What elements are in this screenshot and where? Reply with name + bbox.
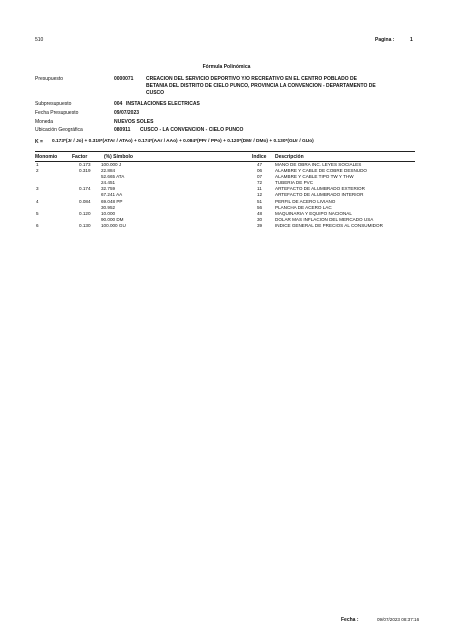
- table-cell-pct-simbolo: 52.665 ATA: [101, 174, 125, 180]
- table-header-top-rule: [35, 151, 415, 152]
- col-header-monomio: Monomio: [35, 154, 58, 160]
- table-cell-monomio: 5: [36, 210, 39, 216]
- col-indice: [257, 162, 262, 229]
- table-cell-descripcion: ALAMBRE Y CABLE TIPO TW Y THW: [275, 174, 354, 180]
- table-cell-descripcion: ARTEFACTO DE ALUMBRADO INTERIOR: [275, 192, 364, 198]
- table-cell-factor: 0.120: [79, 210, 91, 216]
- fecha-presupuesto-value: 09/07/2023: [114, 110, 140, 116]
- table-cell-monomio: 4: [36, 198, 39, 204]
- table-cell-pct-simbolo: 32.759: [101, 186, 116, 192]
- table-cell-indice: 47: [257, 162, 263, 167]
- report-code: 510: [35, 37, 44, 43]
- table-cell-factor: 0.173: [79, 162, 91, 167]
- table-cell-monomio: 2: [36, 168, 39, 174]
- table-cell-pct-simbolo: 22.884: [101, 168, 116, 174]
- ubicacion-label: Ubicación Geográfica: [35, 127, 83, 133]
- table-cell-indice: 11: [257, 186, 262, 192]
- table-cell-indice: 07: [257, 174, 263, 180]
- ubicacion-description: CUSCO - LA CONVENCION - CIELO PUNCO: [140, 127, 244, 133]
- table-cell-pct-simbolo: 100.000 GU: [101, 222, 126, 228]
- page-number: 1: [410, 37, 413, 43]
- table-cell-descripcion: ARTEFACTO DE ALUMBRADO EXTERIOR: [275, 186, 365, 192]
- presupuesto-label: Presupuesto: [35, 76, 64, 82]
- formula-k-label: K =: [35, 139, 43, 145]
- presupuesto-code: 0000071: [114, 76, 134, 82]
- table-cell-pct-simbolo: 24.451: [101, 180, 116, 186]
- subpresupuesto-label: Subpresupuesto: [35, 101, 72, 107]
- table-cell-indice: 48: [257, 210, 263, 216]
- table-cell-pct-simbolo: 67.241 AA: [101, 192, 123, 198]
- footer-fecha-value: 09/07/2023 08:37:16: [377, 617, 420, 622]
- table-cell-descripcion: PERFIL DE ACERO LIVIANO: [275, 198, 336, 204]
- subpresupuesto-description: INSTALACIONES ELECTRICAS: [126, 101, 200, 107]
- table-cell-indice: 12: [257, 192, 263, 198]
- col-header-indice: Indice: [252, 154, 267, 160]
- table-cell-descripcion: MAQUINARIA Y EQUIPO NACIONAL: [275, 210, 352, 216]
- table-cell-factor: 0.319: [79, 168, 91, 174]
- moneda-label: Moneda: [35, 119, 54, 125]
- table-cell-pct-simbolo: 90.000 DM: [101, 216, 124, 222]
- table-cell-monomio: 6: [36, 222, 39, 228]
- table-cell-monomio: 1: [36, 162, 39, 167]
- table-cell-pct-simbolo: 69.048 PP: [101, 198, 123, 204]
- subpresupuesto-code: 004: [114, 101, 123, 107]
- table-cell-factor: 0.130: [79, 222, 91, 228]
- table-cell-indice: 39: [257, 222, 263, 228]
- ubicacion-code: 080911: [114, 127, 131, 133]
- col-descripcion: [275, 162, 383, 229]
- col-monomio: [36, 162, 39, 229]
- footer-fecha-label: Fecha :: [341, 617, 359, 623]
- table-cell-descripcion: ALAMBRE Y CABLE DE COBRE DESNUDO: [275, 168, 367, 174]
- table-cell-monomio: 3: [36, 186, 39, 192]
- presupuesto-description: CREACION DEL SERVICIO DEPORTIVO Y/O RECREATIVO EN EL CENTRO POBLADO DE BETANIA DEL DISTRITO DE CIELO PUNCO, PROVINCIA LA CONVENCION - DEPARTAMENTO DE CUSCO: [146, 76, 376, 96]
- page-label: Pagina :: [375, 37, 395, 43]
- fecha-presupuesto-label: Fecha Presupuesto: [35, 110, 79, 116]
- table-cell-descripcion: MANO DE OBRA INC. LEYES SOCIALES: [275, 162, 362, 167]
- table-cell-indice: 06: [257, 168, 263, 174]
- col-header-pct-simbolo: (%) Símbolo: [104, 154, 133, 160]
- col-factor: [79, 162, 91, 229]
- col-pct-simbolo: [101, 162, 126, 229]
- table-cell-descripcion: INDICE GENERAL DE PRECIOS AL CONSUMIDOR: [275, 222, 383, 228]
- col-header-descripcion: Descripción: [275, 154, 304, 160]
- table-cell-pct-simbolo: 30.952: [101, 204, 116, 210]
- table-cell-pct-simbolo: 10.000: [101, 210, 116, 216]
- table-cell-indice: 51: [257, 198, 263, 204]
- page-title: Fórmula Polinómica: [202, 64, 251, 70]
- table-cell-indice: 56: [257, 204, 263, 210]
- table-cell-factor: 0.174: [79, 186, 91, 192]
- formula-expression: 0.173*(Jr / Jo) + 0.319*(ATAr / ATAo) + 0.174*(AAr / AAo) + 0.084*(PPr / PPo) + 0.120*(DMr / DMo) + 0.130*(GUr / GUo): [52, 139, 314, 144]
- table-cell-descripcion: TUBERIA DE PVC: [275, 180, 314, 186]
- table-cell-indice: 30: [257, 216, 263, 222]
- table-cell-descripcion: DOLAR MAS INFLACION DEL MERCADO USA: [275, 216, 374, 222]
- col-header-factor: Factor: [72, 154, 88, 160]
- table-cell-factor: 0.084: [79, 198, 91, 204]
- table-cell-pct-simbolo: 100.000 J: [101, 162, 122, 167]
- moneda-value: NUEVOS SOLES: [114, 119, 154, 125]
- table-cell-indice: 72: [257, 180, 263, 186]
- table-cell-descripcion: PLANCHA DE ACERO LAC: [275, 204, 332, 210]
